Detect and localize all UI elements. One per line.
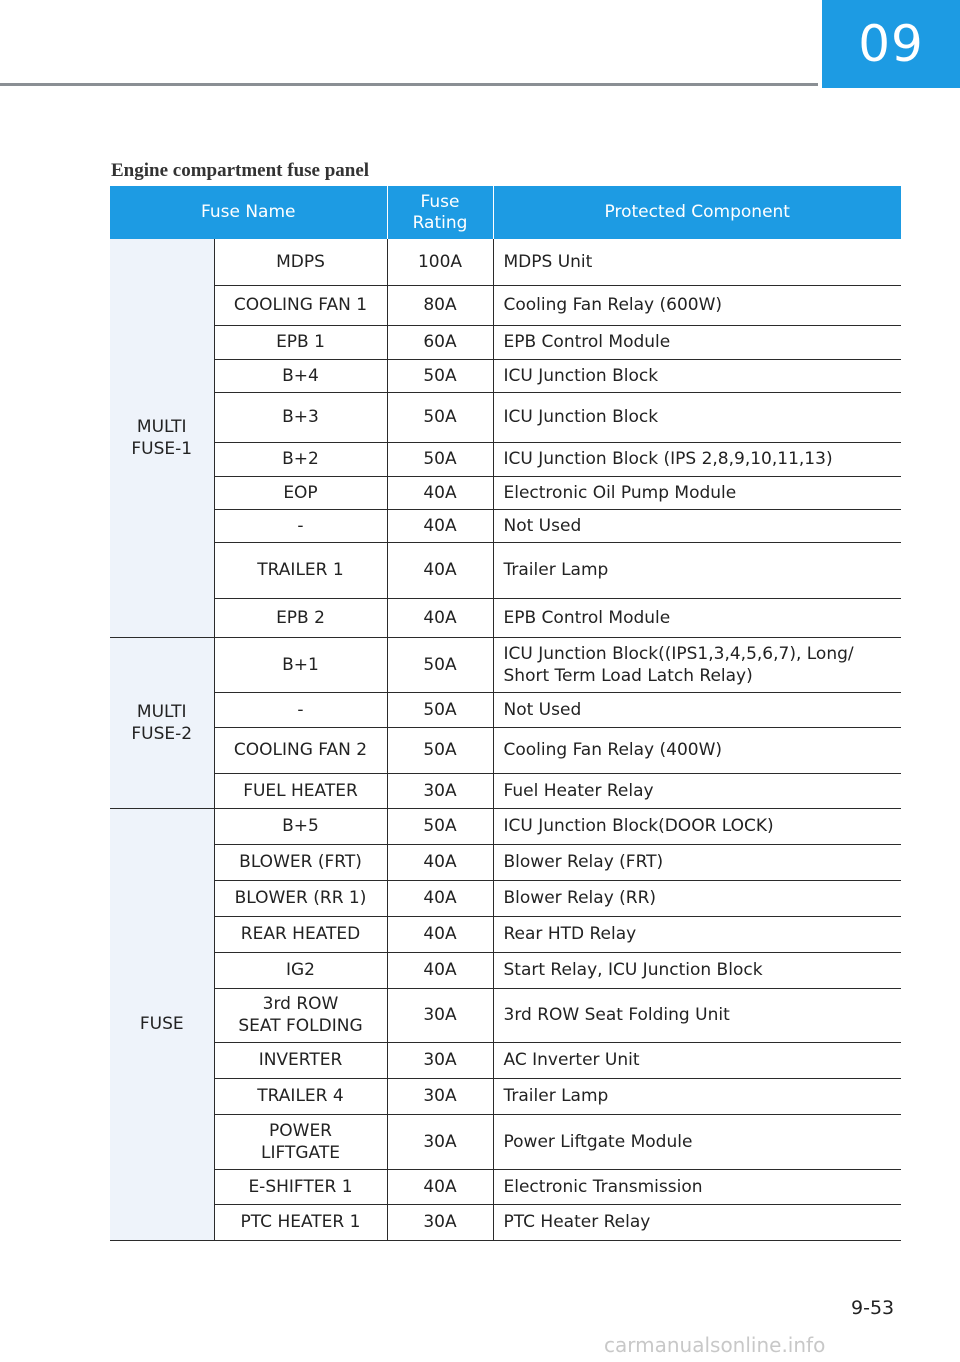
fuse-name-cell: INVERTER <box>214 1042 387 1078</box>
fuse-name-cell: B+1 <box>214 637 387 692</box>
protected-component-cell: ICU Junction Block <box>493 392 901 442</box>
table-row <box>110 442 901 476</box>
group-label: MULTI FUSE-1 <box>110 239 214 637</box>
fuse-name-cell: B+4 <box>214 359 387 392</box>
protected-component-cell: ICU Junction Block((IPS1,3,4,5,6,7), Long/ Short Term Load Latch Relay) <box>493 637 901 692</box>
fuse-rating-cell: 80A <box>387 285 493 325</box>
table-row <box>110 1169 901 1204</box>
protected-component-cell: PTC Heater Relay <box>493 1204 901 1240</box>
fuse-name-cell: PTC HEATER 1 <box>214 1204 387 1240</box>
fuse-rating-cell: 40A <box>387 916 493 952</box>
table-row <box>110 239 901 285</box>
protected-component-cell: Cooling Fan Relay (400W) <box>493 727 901 773</box>
protected-component-cell: EPB Control Module <box>493 325 901 359</box>
protected-component-cell: Blower Relay (FRT) <box>493 844 901 880</box>
table-row <box>110 880 901 916</box>
header-fuse-name: Fuse Name <box>110 186 387 239</box>
protected-component-cell: Start Relay, ICU Junction Block <box>493 952 901 988</box>
fuse-rating-cell: 50A <box>387 442 493 476</box>
table-row <box>110 359 901 392</box>
group-label: MULTI FUSE-2 <box>110 637 214 808</box>
table-row <box>110 952 901 988</box>
table-row <box>110 727 901 773</box>
protected-component-cell: MDPS Unit <box>493 239 901 285</box>
section-title: Engine compartment fuse panel <box>111 160 370 181</box>
fuse-name-cell: TRAILER 1 <box>214 542 387 598</box>
header-fuse-rating: Fuse Rating <box>387 186 493 239</box>
fuse-name-cell: B+5 <box>214 808 387 844</box>
fuse-name-cell: B+2 <box>214 442 387 476</box>
fuse-name-cell: REAR HEATED <box>214 916 387 952</box>
fuse-rating-cell: 40A <box>387 880 493 916</box>
fuse-rating-cell: 50A <box>387 359 493 392</box>
protected-component-cell: Blower Relay (RR) <box>493 880 901 916</box>
fuse-name-cell: EPB 1 <box>214 325 387 359</box>
fuse-rating-cell: 40A <box>387 476 493 509</box>
fuse-rating-cell: 40A <box>387 542 493 598</box>
table-row <box>110 916 901 952</box>
fuse-rating-cell: 40A <box>387 1169 493 1204</box>
protected-component-cell: ICU Junction Block <box>493 359 901 392</box>
header-rule <box>0 83 818 86</box>
table-row <box>110 844 901 880</box>
protected-component-cell: ICU Junction Block (IPS 2,8,9,10,11,13) <box>493 442 901 476</box>
fuse-name-cell: 3rd ROW SEAT FOLDING <box>214 988 387 1042</box>
table-row <box>110 325 901 359</box>
fuse-name-cell: COOLING FAN 2 <box>214 727 387 773</box>
table-row <box>110 1204 901 1240</box>
fuse-rating-cell: 30A <box>387 1042 493 1078</box>
protected-component-cell: Power Liftgate Module <box>493 1114 901 1169</box>
table-row <box>110 509 901 542</box>
fuse-name-cell: FUEL HEATER <box>214 773 387 808</box>
fuse-rating-cell: 30A <box>387 1078 493 1114</box>
fuse-rating-cell: 50A <box>387 727 493 773</box>
table-row <box>110 476 901 509</box>
protected-component-cell: ICU Junction Block(DOOR LOCK) <box>493 808 901 844</box>
table-row <box>110 1042 901 1078</box>
header-protected-component: Protected Component <box>493 186 901 239</box>
fuse-name-cell: TRAILER 4 <box>214 1078 387 1114</box>
fuse-name-cell: EPB 2 <box>214 598 387 637</box>
table-row <box>110 988 901 1042</box>
protected-component-cell: EPB Control Module <box>493 598 901 637</box>
page-number: 9-53 <box>851 1297 895 1319</box>
fuse-rating-cell: 40A <box>387 509 493 542</box>
fuse-rating-cell: 50A <box>387 637 493 692</box>
fuse-rating-cell: 30A <box>387 988 493 1042</box>
protected-component-cell: Electronic Oil Pump Module <box>493 476 901 509</box>
table-body <box>110 239 901 1240</box>
fuse-name-cell: B+3 <box>214 392 387 442</box>
protected-component-cell: 3rd ROW Seat Folding Unit <box>493 988 901 1042</box>
fuse-rating-cell: 60A <box>387 325 493 359</box>
protected-component-cell: AC Inverter Unit <box>493 1042 901 1078</box>
protected-component-cell: Not Used <box>493 509 901 542</box>
fuse-rating-cell: 40A <box>387 598 493 637</box>
protected-component-cell: Rear HTD Relay <box>493 916 901 952</box>
fuse-rating-cell: 30A <box>387 1114 493 1169</box>
protected-component-cell: Trailer Lamp <box>493 542 901 598</box>
fuse-table <box>110 186 901 1241</box>
fuse-name-cell: POWER LIFTGATE <box>214 1114 387 1169</box>
watermark: carmanualsonline.info <box>604 1333 826 1357</box>
fuse-name-cell: IG2 <box>214 952 387 988</box>
fuse-name-cell: BLOWER (RR 1) <box>214 880 387 916</box>
table-row <box>110 637 901 692</box>
protected-component-cell: Not Used <box>493 692 901 727</box>
table-row <box>110 542 901 598</box>
table-row <box>110 808 901 844</box>
fuse-name-cell: BLOWER (FRT) <box>214 844 387 880</box>
chapter-tab <box>822 0 960 88</box>
table-header-row <box>110 186 901 239</box>
fuse-name-cell: EOP <box>214 476 387 509</box>
protected-component-cell: Fuel Heater Relay <box>493 773 901 808</box>
fuse-rating-cell: 50A <box>387 692 493 727</box>
fuse-rating-cell: 100A <box>387 239 493 285</box>
fuse-name-cell: - <box>214 509 387 542</box>
fuse-rating-cell: 40A <box>387 952 493 988</box>
fuse-name-cell: - <box>214 692 387 727</box>
table-row <box>110 285 901 325</box>
group-label: FUSE <box>110 808 214 1240</box>
fuse-name-cell: MDPS <box>214 239 387 285</box>
fuse-rating-cell: 50A <box>387 392 493 442</box>
table-row <box>110 773 901 808</box>
fuse-rating-cell: 40A <box>387 844 493 880</box>
protected-component-cell: Trailer Lamp <box>493 1078 901 1114</box>
fuse-rating-cell: 50A <box>387 808 493 844</box>
fuse-rating-cell: 30A <box>387 1204 493 1240</box>
table-row <box>110 1114 901 1169</box>
fuse-rating-cell: 30A <box>387 773 493 808</box>
fuse-name-cell: COOLING FAN 1 <box>214 285 387 325</box>
table-row <box>110 1078 901 1114</box>
table-row <box>110 392 901 442</box>
table-row <box>110 692 901 727</box>
protected-component-cell: Cooling Fan Relay (600W) <box>493 285 901 325</box>
table-row <box>110 598 901 637</box>
chapter-number: 09 <box>858 15 924 73</box>
protected-component-cell: Electronic Transmission <box>493 1169 901 1204</box>
fuse-name-cell: E-SHIFTER 1 <box>214 1169 387 1204</box>
